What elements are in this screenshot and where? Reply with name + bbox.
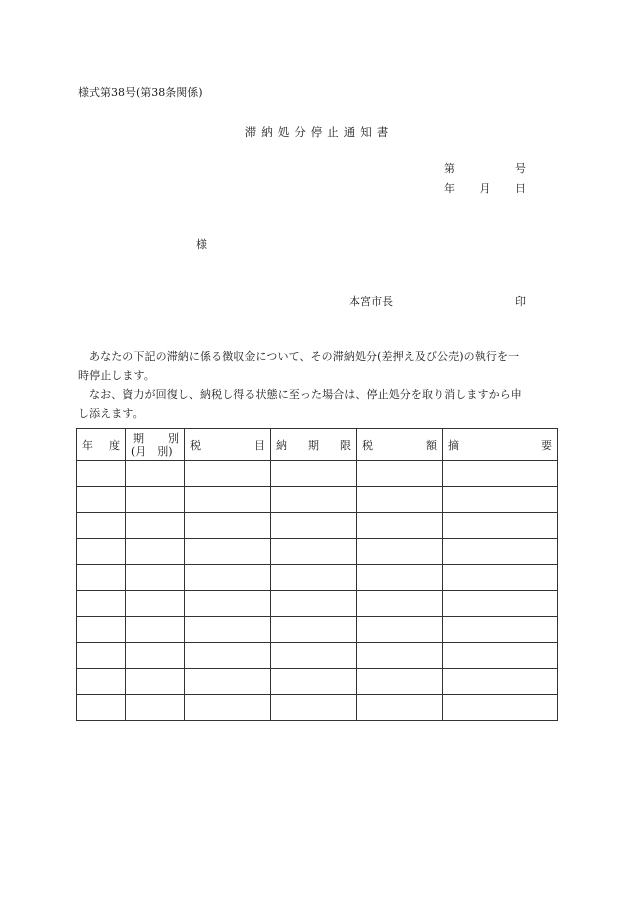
header-tax-amount: 税 額 <box>357 429 443 461</box>
table-cell <box>126 565 185 591</box>
table-cell <box>271 565 357 591</box>
table-cell <box>126 669 185 695</box>
table-cell <box>357 461 443 487</box>
table-cell <box>77 461 126 487</box>
table-cell <box>77 539 126 565</box>
table-row <box>77 643 558 669</box>
table-cell <box>126 513 185 539</box>
table-cell <box>443 617 558 643</box>
table-cell <box>185 565 271 591</box>
seal-mark: 印 <box>515 295 526 308</box>
table-cell <box>185 669 271 695</box>
table-cell <box>271 643 357 669</box>
table-row <box>77 695 558 721</box>
table-cell <box>77 617 126 643</box>
table-row <box>77 461 558 487</box>
table-cell <box>357 643 443 669</box>
table-cell <box>443 487 558 513</box>
table-cell <box>126 487 185 513</box>
table-cell <box>357 617 443 643</box>
table-cell <box>357 565 443 591</box>
notice-paragraph-1 <box>78 347 558 385</box>
table-cell <box>77 565 126 591</box>
table-row <box>77 539 558 565</box>
header-period: 期 別 (月 別) <box>126 429 185 461</box>
addressee-suffix: 様 <box>196 238 207 251</box>
table-cell <box>357 695 443 721</box>
table-cell <box>185 591 271 617</box>
table-cell <box>271 617 357 643</box>
notice-paragraph-2-line-1: なお、資力が回復し、納税し得る状態に至った場合は、停止処分を取り消しますから申 <box>89 388 522 401</box>
table-cell <box>443 565 558 591</box>
table-row <box>77 669 558 695</box>
table-cell <box>77 643 126 669</box>
table-cell <box>443 669 558 695</box>
document-number-prefix: 第 <box>444 162 455 175</box>
table-cell <box>185 539 271 565</box>
document-date <box>444 180 526 196</box>
table-cell <box>185 643 271 669</box>
table-cell <box>126 591 185 617</box>
notice-paragraph-1-line-1: あなたの下記の滞納に係る徴収金について、その滞納処分(差押え及び公売)の執行を一 <box>89 350 520 363</box>
table-row <box>77 617 558 643</box>
table-cell <box>357 539 443 565</box>
issuer-name: 本宮市長 <box>349 295 393 308</box>
notice-paragraph-1-line-2: 時停止します。 <box>78 369 155 382</box>
table-cell <box>443 513 558 539</box>
header-fiscal-year: 年 度 <box>77 429 126 461</box>
header-tax-item: 税 目 <box>185 429 271 461</box>
table-cell <box>185 513 271 539</box>
table-cell <box>77 487 126 513</box>
table-row <box>77 565 558 591</box>
table-row <box>77 487 558 513</box>
table-cell <box>77 695 126 721</box>
table-cell <box>443 643 558 669</box>
table-cell <box>271 487 357 513</box>
table-cell <box>126 695 185 721</box>
document-number-suffix: 号 <box>515 162 526 175</box>
document-number <box>444 160 526 176</box>
date-day: 日 <box>515 182 526 195</box>
table-header-row <box>77 429 558 461</box>
table-cell <box>357 513 443 539</box>
table-cell <box>77 513 126 539</box>
table-cell <box>443 461 558 487</box>
notice-paragraph-2-line-2: し添えます。 <box>78 407 144 420</box>
table-cell <box>126 461 185 487</box>
table-cell <box>443 539 558 565</box>
table-cell <box>77 669 126 695</box>
notice-paragraph-2 <box>78 385 558 423</box>
table-cell <box>185 617 271 643</box>
table-cell <box>126 643 185 669</box>
delinquency-table <box>76 428 558 721</box>
table-cell <box>271 461 357 487</box>
table-cell <box>185 487 271 513</box>
header-remarks: 摘 要 <box>443 429 558 461</box>
table-cell <box>443 591 558 617</box>
table-cell <box>126 617 185 643</box>
table-cell <box>271 669 357 695</box>
form-number: 様式第38号(第38条関係) <box>78 86 203 99</box>
table-cell <box>271 591 357 617</box>
table-cell <box>271 513 357 539</box>
date-year: 年 <box>444 182 455 195</box>
table-row <box>77 513 558 539</box>
table-cell <box>126 539 185 565</box>
table-cell <box>357 669 443 695</box>
document-title: 滞納処分停止通知書 <box>244 125 394 139</box>
header-due-date: 納 期 限 <box>271 429 357 461</box>
table-cell <box>185 695 271 721</box>
table-cell <box>77 591 126 617</box>
date-month: 月 <box>479 182 491 195</box>
table-cell <box>271 539 357 565</box>
table-body <box>77 461 558 721</box>
table-cell <box>185 461 271 487</box>
table-cell <box>357 487 443 513</box>
table-row <box>77 591 558 617</box>
table-cell <box>271 695 357 721</box>
table-cell <box>357 591 443 617</box>
table-cell <box>443 695 558 721</box>
